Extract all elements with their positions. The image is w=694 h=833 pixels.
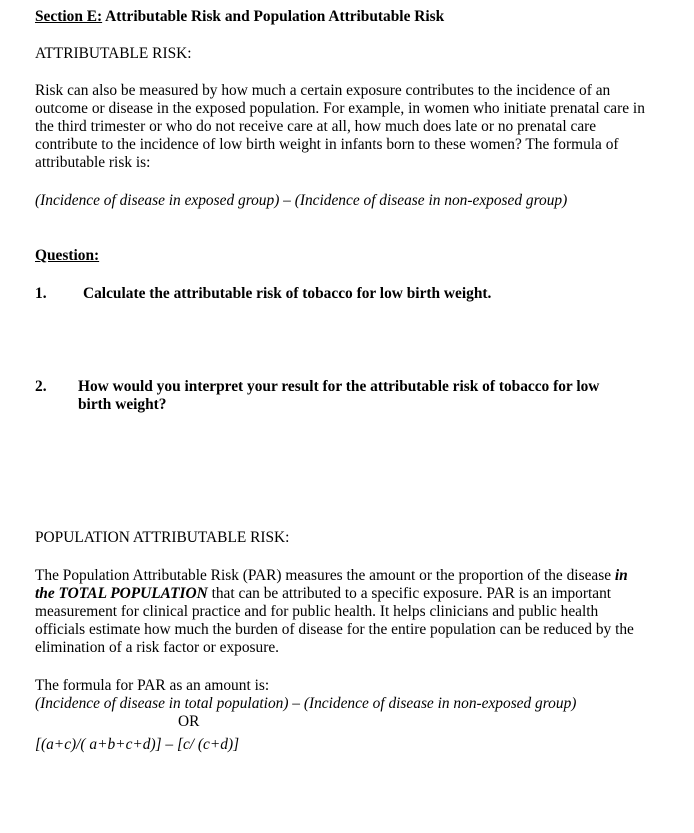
par-or: OR: [178, 713, 200, 730]
par-body: [35, 567, 647, 657]
section-title: [35, 8, 444, 26]
par-formula-intro: The formula for PAR as an amount is:: [35, 677, 270, 694]
par-formula-2: [(a+c)/( a+b+c+d)] – [c/ (c+d)]: [35, 736, 240, 753]
ar-formula: (Incidence of disease in exposed group) – (Incidence of disease in non-exposed group): [35, 192, 568, 209]
par-body-part-2: that can be attributed to a specific exposure. PAR is an important measurement for clinical practice and for public health. It helps clinicians and public health officials estimate how much the burden of disease for the entire population can be reduced by the elimination of a risk factor or exposure.: [35, 585, 634, 656]
question-text: Calculate the attributable risk of tobacco for low birth weight.: [83, 285, 492, 302]
section-title-text: Attributable Risk and Population Attributable Risk: [102, 8, 445, 25]
par-body-part-1: The Population Attributable Risk (PAR) measures the amount or the proportion of the disease: [35, 567, 615, 584]
par-body-emphasis: in the TOTAL POPULATION: [35, 567, 628, 602]
par-heading: POPULATION ATTRIBUTABLE RISK:: [35, 529, 290, 546]
par-formula-1: (Incidence of disease in total population) – (Incidence of disease in non-exposed group): [35, 695, 577, 712]
ar-heading: ATTRIBUTABLE RISK:: [35, 45, 192, 62]
ar-body: Risk can also be measured by how much a certain exposure contributes to the incidence of an outcome or disease in the exposed population. For example, in women who initiate prenatal care in the third trimester or who do not receive care at all, how much does late or no prenatal care contribute to the incidence of low birth weight in infants born to these women? The formula of attributable risk is:: [35, 82, 645, 171]
question-heading: Question:: [35, 247, 100, 264]
question-number: 2.: [35, 378, 47, 395]
question-number: 1.: [35, 285, 47, 302]
question-text: How would you interpret your result for the attributable risk of tobacco for low birth weight?: [78, 378, 600, 413]
section-label: Section E:: [35, 8, 103, 25]
